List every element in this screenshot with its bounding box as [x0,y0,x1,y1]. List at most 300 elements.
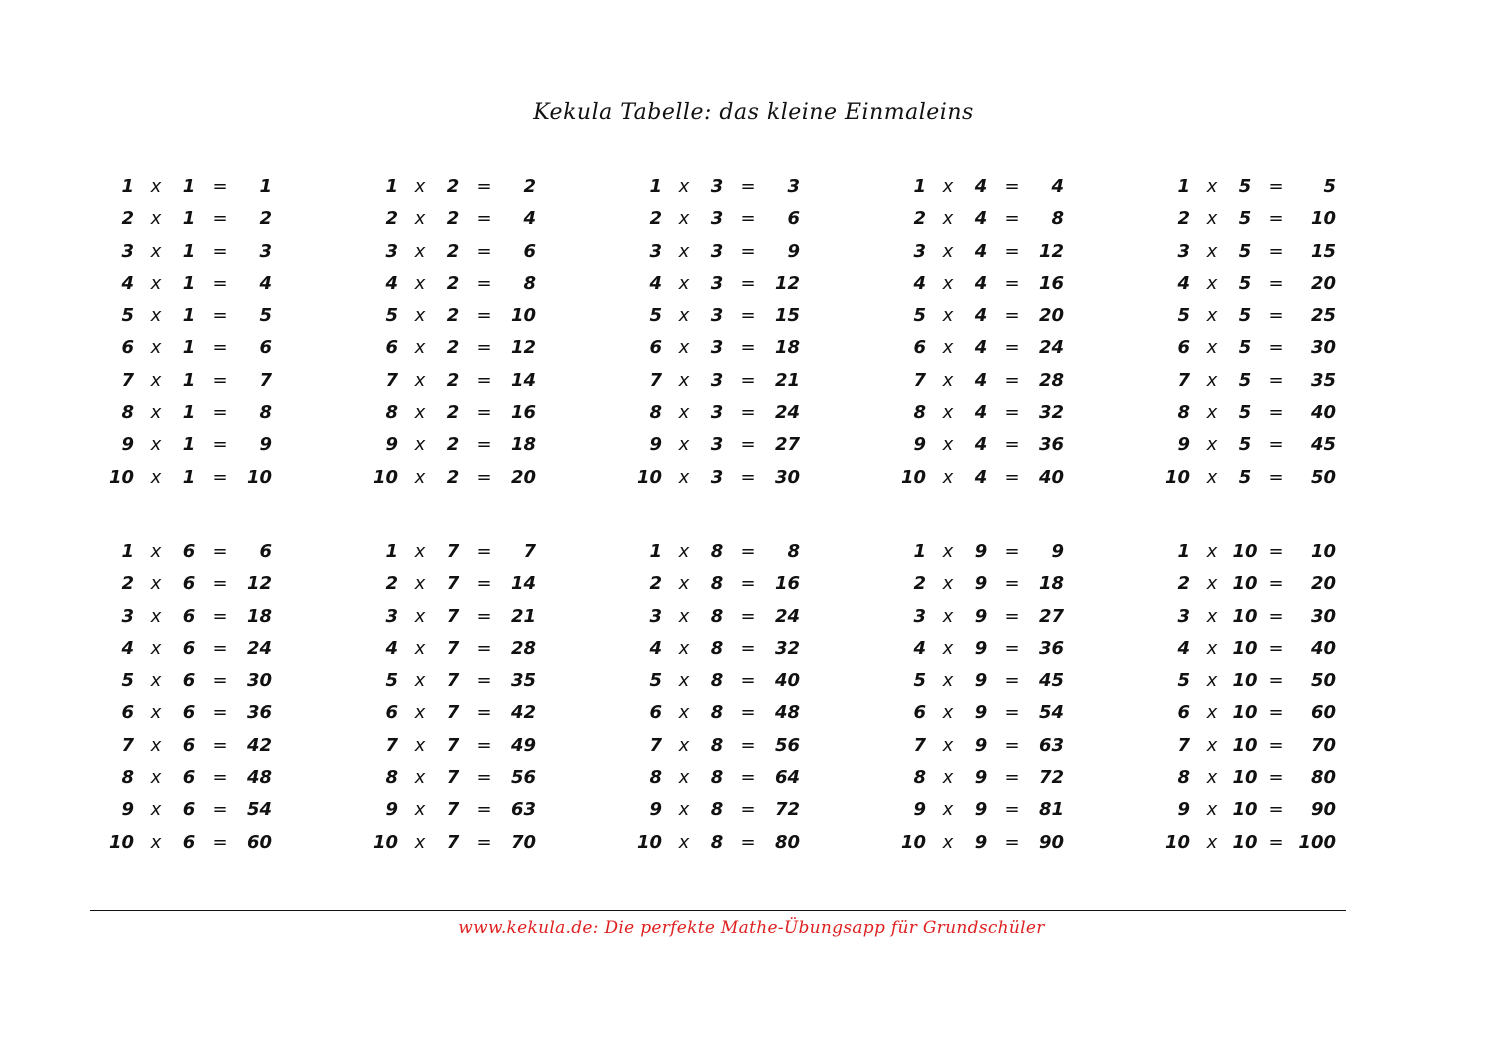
times-sign: x [942,767,954,789]
product: 63 [510,799,536,821]
equals-sign: = [740,466,756,488]
multiplicand: 1 [1177,176,1190,197]
product: 20 [1038,305,1064,327]
equals-sign: = [212,466,228,488]
multiplier: 7 [446,573,460,595]
multiplicand: 3 [649,240,662,262]
product: 12 [246,573,272,595]
multiplicand: 9 [1177,434,1190,456]
table-row [106,203,346,235]
equals-sign: = [476,799,492,821]
times-sign: x [150,240,162,262]
multiplier: 8 [710,734,724,756]
product: 54 [246,799,272,821]
times-sign: x [414,369,426,391]
equals-sign: = [1004,670,1020,692]
table-row [898,794,1138,826]
table-row [370,171,610,203]
product: 9 [1051,541,1064,562]
equals-sign: = [476,605,492,627]
equals-sign: = [476,702,492,724]
multiplier: 7 [446,702,460,724]
equals-sign: = [476,541,492,562]
times-sign: x [942,272,954,294]
product: 27 [774,434,800,456]
multiplier: 9 [974,605,988,627]
times-sign: x [942,799,954,821]
equals-sign: = [740,402,756,424]
equals-sign: = [212,208,228,230]
multiplicand: 3 [1177,240,1190,262]
product: 40 [774,670,800,692]
multiplier: 1 [182,337,196,359]
multiplicand: 2 [913,573,926,595]
product: 6 [787,208,800,230]
equals-sign: = [212,605,228,627]
product: 28 [1038,369,1064,391]
product: 60 [1310,702,1336,724]
product: 5 [259,305,272,327]
multiplicand: 4 [121,637,134,659]
multiplier: 7 [446,670,460,692]
product: 3 [787,176,800,197]
times-sign: x [150,176,162,197]
times-sign: x [1206,434,1218,456]
multiplier: 1 [182,176,196,197]
multiplier: 1 [182,369,196,391]
equals-sign: = [740,637,756,659]
equals-sign: = [740,272,756,294]
multiplicand: 2 [385,208,398,230]
multiplier: 5 [1238,272,1252,294]
table-row [1162,633,1402,665]
equals-sign: = [1268,605,1284,627]
times-sign: x [942,702,954,724]
multiplicand: 5 [385,305,398,327]
times-sign: x [150,369,162,391]
product: 4 [523,208,536,230]
multiplicand: 2 [1177,208,1190,230]
equals-sign: = [1004,240,1020,262]
multiplier: 2 [446,240,460,262]
product: 8 [787,541,800,562]
multiplier: 1 [182,434,196,456]
table-row [1162,697,1402,729]
product: 30 [774,466,800,488]
multiplier: 5 [1238,402,1252,424]
equals-sign: = [740,337,756,359]
equals-sign: = [1004,573,1020,595]
times-sign: x [942,176,954,197]
table-row [106,697,346,729]
times-sign: x [942,434,954,456]
equals-sign: = [1004,541,1020,562]
equals-sign: = [212,402,228,424]
multiplicand: 3 [121,605,134,627]
multiplier: 10 [1232,573,1258,595]
equals-sign: = [740,240,756,262]
product: 7 [523,541,536,562]
multiplicand: 9 [385,799,398,821]
product: 4 [259,272,272,294]
multiplicand: 4 [385,637,398,659]
product: 45 [1310,434,1336,456]
table-row [370,429,610,461]
equals-sign: = [740,434,756,456]
times-sign: x [1206,337,1218,359]
multiplicand: 4 [649,272,662,294]
product: 3 [259,240,272,262]
equals-sign: = [740,702,756,724]
times-sign: x [678,734,690,756]
footer-link[interactable]: www.kekula.de: Die perfekte Mathe-Übungsapp für Grundschüler [458,918,1045,938]
multiplicand: 8 [649,402,662,424]
times-table-9 [898,536,1138,859]
table-row [1162,365,1402,397]
multiplier: 9 [974,670,988,692]
times-sign: x [414,831,426,853]
equals-sign: = [1268,369,1284,391]
product: 9 [787,240,800,262]
multiplicand: 4 [649,637,662,659]
product: 81 [1038,799,1064,821]
table-row [898,730,1138,762]
equals-sign: = [212,541,228,562]
multiplier: 4 [974,369,988,391]
equals-sign: = [212,637,228,659]
multiplicand: 5 [649,670,662,692]
multiplicand: 5 [649,305,662,327]
table-row [106,568,346,600]
table-row [370,236,610,268]
multiplicand: 6 [1177,702,1190,724]
equals-sign: = [1004,767,1020,789]
multiplier: 6 [182,799,196,821]
table-row [1162,827,1402,859]
multiplier: 7 [446,605,460,627]
product: 6 [523,240,536,262]
multiplier: 10 [1232,831,1258,853]
product: 90 [1310,799,1336,821]
table-row [1162,171,1402,203]
table-row [1162,568,1402,600]
equals-sign: = [212,670,228,692]
times-sign: x [1206,799,1218,821]
times-sign: x [942,466,954,488]
table-row [898,268,1138,300]
times-table-10 [1162,536,1402,859]
product: 25 [1310,305,1336,327]
table-row [634,268,874,300]
times-sign: x [414,240,426,262]
equals-sign: = [1004,734,1020,756]
product: 16 [774,573,800,595]
multiplier: 4 [974,176,988,197]
table-row [634,827,874,859]
multiplicand: 7 [649,369,662,391]
equals-sign: = [1004,402,1020,424]
product: 6 [259,541,272,562]
times-sign: x [1206,541,1218,562]
table-row [370,730,610,762]
times-sign: x [1206,734,1218,756]
times-sign: x [942,369,954,391]
table-row [634,332,874,364]
table-row [106,633,346,665]
multiplicand: 3 [649,605,662,627]
product: 10 [246,466,272,488]
times-sign: x [414,605,426,627]
table-row [898,171,1138,203]
table-row [1162,300,1402,332]
multiplier: 6 [182,831,196,853]
product: 32 [1038,402,1064,424]
times-sign: x [678,305,690,327]
multiplier: 1 [182,402,196,424]
table-row [634,429,874,461]
multiplicand: 1 [385,176,398,197]
multiplier: 2 [446,337,460,359]
multiplier: 6 [182,702,196,724]
equals-sign: = [212,831,228,853]
product: 8 [259,402,272,424]
times-sign: x [1206,369,1218,391]
times-sign: x [150,573,162,595]
table-row [106,536,346,568]
multiplier: 8 [710,767,724,789]
equals-sign: = [476,240,492,262]
product: 36 [246,702,272,724]
equals-sign: = [740,670,756,692]
table-row [634,794,874,826]
multiplicand: 9 [913,434,926,456]
multiplicand: 1 [913,176,926,197]
equals-sign: = [212,369,228,391]
equals-sign: = [1004,466,1020,488]
times-sign: x [150,831,162,853]
times-sign: x [414,337,426,359]
product: 100 [1298,831,1336,853]
multiplier: 5 [1238,240,1252,262]
multiplier: 4 [974,434,988,456]
table-row [634,697,874,729]
times-sign: x [150,799,162,821]
product: 8 [1051,208,1064,230]
equals-sign: = [212,767,228,789]
equals-sign: = [740,573,756,595]
table-row [106,268,346,300]
equals-sign: = [1004,702,1020,724]
multiplier: 9 [974,767,988,789]
multiplicand: 8 [121,402,134,424]
equals-sign: = [476,767,492,789]
equals-sign: = [476,573,492,595]
times-sign: x [678,670,690,692]
times-sign: x [942,305,954,327]
multiplier: 1 [182,466,196,488]
product: 63 [1038,734,1064,756]
product: 18 [1038,573,1064,595]
times-table-8 [634,536,874,859]
multiplier: 4 [974,466,988,488]
multiplicand: 9 [649,799,662,821]
multiplier: 1 [182,272,196,294]
equals-sign: = [1268,799,1284,821]
multiplier: 7 [446,637,460,659]
product: 36 [1038,434,1064,456]
multiplicand: 9 [649,434,662,456]
multiplicand: 10 [108,831,134,853]
multiplicand: 5 [121,305,134,327]
product: 12 [1038,240,1064,262]
multiplier: 8 [710,831,724,853]
equals-sign: = [212,176,228,197]
product: 16 [1038,272,1064,294]
product: 42 [246,734,272,756]
table-row [1162,429,1402,461]
times-sign: x [678,208,690,230]
times-sign: x [942,734,954,756]
table-row [1162,397,1402,429]
table-row [634,730,874,762]
equals-sign: = [740,208,756,230]
multiplicand: 8 [649,767,662,789]
multiplicand: 1 [121,541,134,562]
times-sign: x [150,702,162,724]
product: 35 [510,670,536,692]
multiplicand: 1 [1177,541,1190,562]
multiplier: 6 [182,734,196,756]
equals-sign: = [476,734,492,756]
multiplier: 7 [446,831,460,853]
product: 14 [510,573,536,595]
multiplicand: 8 [913,402,926,424]
multiplier: 10 [1232,799,1258,821]
product: 15 [774,305,800,327]
table-row [898,568,1138,600]
table-row [106,730,346,762]
times-table-7 [370,536,610,859]
table-row [1162,268,1402,300]
equals-sign: = [1004,605,1020,627]
multiplicand: 7 [385,369,398,391]
times-sign: x [942,240,954,262]
equals-sign: = [1268,541,1284,562]
product: 10 [1310,541,1336,562]
multiplicand: 8 [385,767,398,789]
table-row [634,171,874,203]
multiplicand: 10 [1164,831,1190,853]
equals-sign: = [1004,208,1020,230]
table-row [106,762,346,794]
multiplier: 5 [1238,337,1252,359]
multiplier: 6 [182,605,196,627]
multiplicand: 1 [649,176,662,197]
product: 9 [259,434,272,456]
times-table-3 [634,171,874,494]
times-sign: x [942,208,954,230]
times-sign: x [678,337,690,359]
times-sign: x [942,337,954,359]
equals-sign: = [740,541,756,562]
product: 30 [1310,605,1336,627]
multiplicand: 7 [913,369,926,391]
product: 12 [774,272,800,294]
multiplicand: 2 [385,573,398,595]
multiplicand: 5 [1177,305,1190,327]
times-sign: x [678,466,690,488]
multiplicand: 10 [1164,466,1190,488]
times-sign: x [1206,637,1218,659]
multiplicand: 5 [913,305,926,327]
equals-sign: = [212,305,228,327]
multiplier: 10 [1232,767,1258,789]
table-row [1162,203,1402,235]
multiplier: 9 [974,799,988,821]
product: 42 [510,702,536,724]
equals-sign: = [1004,305,1020,327]
product: 45 [1038,670,1064,692]
equals-sign: = [1268,767,1284,789]
times-sign: x [414,434,426,456]
product: 24 [246,637,272,659]
times-sign: x [414,466,426,488]
table-row [898,462,1138,494]
product: 2 [523,176,536,197]
table-row [106,665,346,697]
table-row [370,827,610,859]
times-sign: x [414,702,426,724]
multiplier: 2 [446,305,460,327]
times-sign: x [150,466,162,488]
equals-sign: = [1268,831,1284,853]
table-row [898,827,1138,859]
times-sign: x [942,670,954,692]
table-row [898,203,1138,235]
product: 16 [510,402,536,424]
product: 15 [1310,240,1336,262]
product: 30 [246,670,272,692]
multiplier: 9 [974,831,988,853]
table-row [106,300,346,332]
product: 70 [510,831,536,853]
equals-sign: = [476,466,492,488]
multiplier: 3 [710,240,724,262]
multiplier: 4 [974,272,988,294]
equals-sign: = [740,734,756,756]
times-sign: x [678,176,690,197]
multiplier: 8 [710,799,724,821]
equals-sign: = [1004,637,1020,659]
table-row [1162,332,1402,364]
multiplier: 4 [974,240,988,262]
multiplier: 10 [1232,605,1258,627]
multiplicand: 6 [913,702,926,724]
times-sign: x [414,305,426,327]
product: 8 [523,272,536,294]
table-row [634,397,874,429]
product: 20 [1310,573,1336,595]
multiplier: 2 [446,402,460,424]
table-row [634,633,874,665]
multiplier: 7 [446,799,460,821]
multiplier: 3 [710,466,724,488]
multiplier: 1 [182,305,196,327]
multiplicand: 6 [913,337,926,359]
multiplicand: 7 [913,734,926,756]
multiplicand: 10 [636,466,662,488]
multiplicand: 1 [121,176,134,197]
